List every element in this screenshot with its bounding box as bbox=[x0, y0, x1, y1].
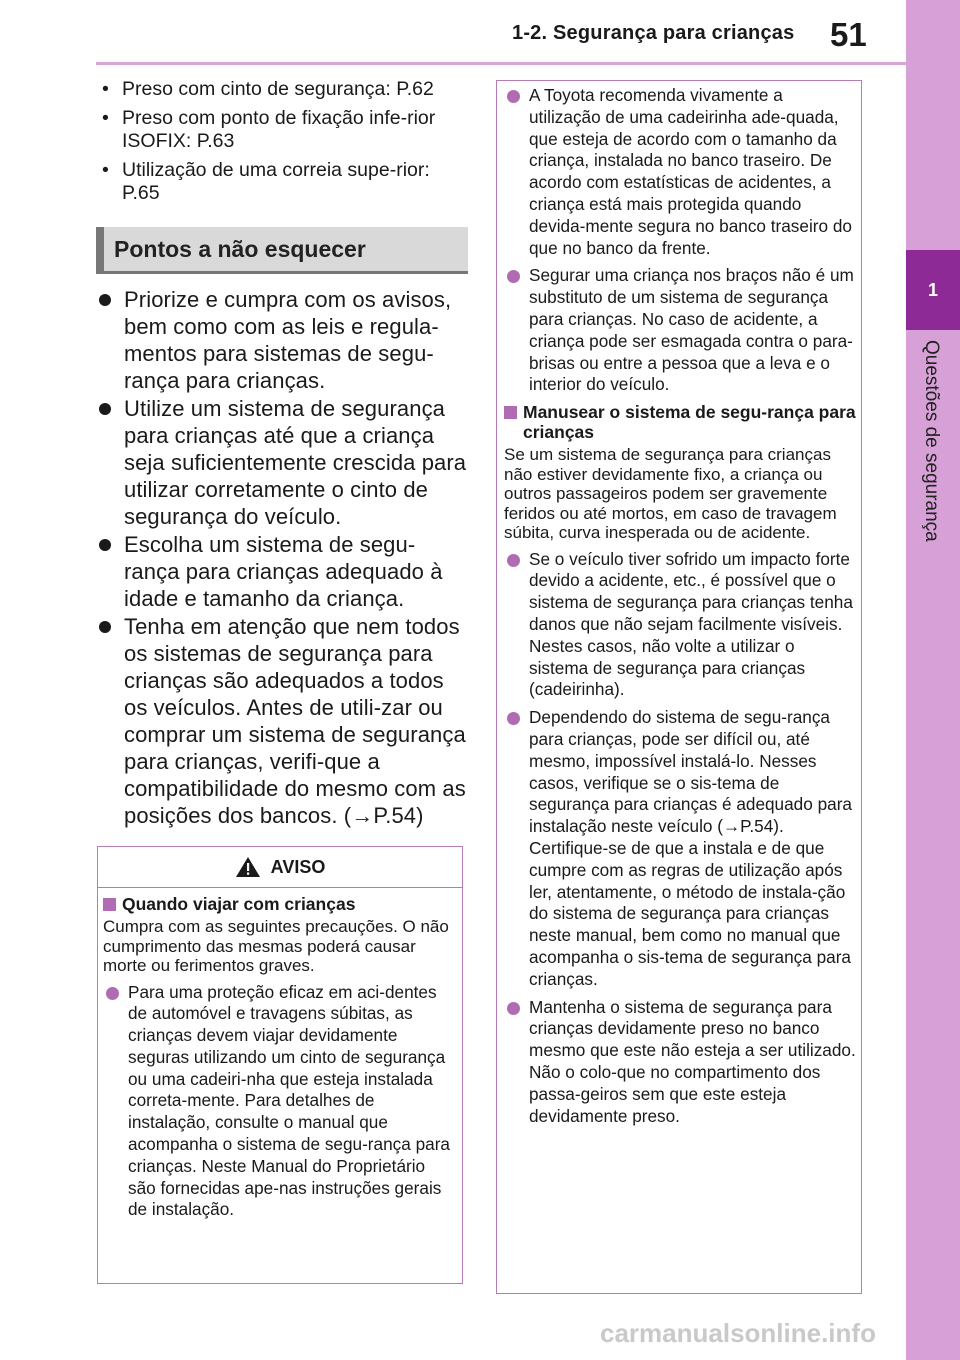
reference-list bbox=[96, 78, 468, 205]
list-item: Dependendo do sistema de segu-rança para crianças, pode ser difícil ou, até mesmo, impossível instalá-lo. Nesses casos, verifique se o sis-tema de segurança para crianças é adequado para instalação neste veículo (→P.54). Certifique-se de que a instala e de que cumpre com as regras de utilização após ler, atentamente, o método de instala-ção do sistema de segurança para crianças neste manual, bem como no manual que acompanha o sis-tema de segurança para crianças. bbox=[504, 707, 857, 990]
list-item: Escolha um sistema de segu-rança para crianças adequado à idade e tamanho da criança. bbox=[96, 531, 468, 612]
bullet-icon bbox=[106, 987, 119, 1000]
warning-body bbox=[98, 888, 462, 1221]
square-bullet-icon bbox=[504, 406, 517, 419]
warning-subheading: Quando viajar com crianças bbox=[103, 894, 456, 914]
warning-box bbox=[97, 846, 463, 1284]
bullet-icon bbox=[99, 621, 111, 633]
right-subheading: Manusear o sistema de segu-rança para crianças bbox=[504, 402, 857, 442]
bullet-icon bbox=[507, 270, 520, 283]
square-bullet-icon bbox=[103, 898, 116, 911]
warning-list bbox=[103, 982, 456, 1222]
right-intro: Se um sistema de segurança para crianças não estiver devidamente fixo, a criança ou outros passageiros podem ser gravemente feridos ou até mortos, em caso de travagem súbita, curva inesperada ou de acidente. bbox=[504, 445, 837, 543]
right-list-bottom bbox=[504, 549, 857, 1128]
bullet-icon bbox=[99, 403, 111, 415]
page-number: 51 bbox=[830, 16, 867, 53]
bullet-icon bbox=[99, 294, 111, 306]
bullet-icon bbox=[507, 712, 520, 725]
bullet-icon bbox=[507, 554, 520, 567]
warning-header bbox=[98, 847, 462, 888]
list-item: Utilize um sistema de segurança para crianças até que a criança seja suficientemente crescida para utilizar corretamente o cinto de segurança do veículo. bbox=[96, 395, 468, 530]
chapter-label: Questões de segurança bbox=[921, 340, 942, 542]
bullet-icon bbox=[99, 539, 111, 551]
page-header-title: 1-2. Segurança para crianças bbox=[512, 22, 795, 44]
header-divider bbox=[96, 62, 906, 65]
list-item: Tenha em atenção que nem todos os sistemas de segurança para crianças são adequados a todos os veículos. Antes de utili-zar ou comprar um sistema de segurança para crianças, verifi-que a compatibilidade do mesmo com as posições dos bancos. (→P.54) bbox=[96, 613, 468, 829]
right-warning-continuation bbox=[496, 80, 862, 1294]
bullet-icon bbox=[507, 90, 520, 103]
list-item: Priorize e cumpra com os avisos, bem como com as leis e regula-mentos para sistemas de segu-rança para crianças. bbox=[96, 286, 468, 394]
list-item: A Toyota recomenda vivamente a utilização de uma cadeirinha ade-quada, que esteja de acordo com o tamanho da criança, instalada no banco traseiro. De acordo com estatísticas de acidentes, a criança está mais protegida quando devida-mente segura no banco traseiro do que no banco da frente. bbox=[504, 85, 857, 259]
key-points-list bbox=[96, 286, 468, 829]
chapter-number-tab[interactable]: 1 bbox=[906, 250, 960, 330]
list-item: • Preso com ponto de fixação infe-rior ISOFIX: P.63 bbox=[102, 107, 436, 152]
list-item: • Utilização de uma correia supe-rior: P.65 bbox=[102, 159, 430, 204]
warning-intro: Cumpra com as seguintes precauções. O não cumprimento das mesmas poderá causar morte ou ferimentos graves. bbox=[103, 917, 449, 975]
list-item: Segurar uma criança nos braços não é um substituto de um sistema de segurança para crianças. No caso de acidente, a criança pode ser esmagada contra o para-brisas ou entre a pessoa que a leva e o interior do veículo. bbox=[504, 265, 857, 396]
section-heading: Pontos a não esquecer bbox=[96, 227, 468, 274]
list-item: Para uma proteção eficaz em aci-dentes de automóvel e travagens súbitas, as crianças devem viajar devidamente seguras utilizando um cinto de segurança ou uma cadeiri-nha que esteja instalada correta-mente. Para detalhes de instalação, consulte o manual que acompanha o sistema de segu-rança para crianças. Neste Manual do Proprietário são fornecidas ape-nas instruções gerais de instalação. bbox=[103, 982, 456, 1222]
chapter-side-tab bbox=[906, 0, 960, 1360]
watermark: carmanualsonline.info bbox=[600, 1318, 876, 1348]
list-item: Mantenha o sistema de segurança para crianças devidamente preso no banco mesmo que este não esteja a ser utilizado. Não o colo-que no compartimento dos passa-geiros sem que este esteja devidamente preso. bbox=[504, 997, 857, 1128]
list-item: Se o veículo tiver sofrido um impacto forte devido a acidente, etc., é possível que o sistema de segurança para crianças tenha danos que não sejam facilmente visíveis. Nestes casos, não volte a utilizar o sistema de segurança para crianças (cadeirinha). bbox=[504, 549, 857, 702]
bullet-icon bbox=[507, 1002, 520, 1015]
list-item: • Preso com cinto de segurança: P.62 bbox=[102, 78, 434, 100]
left-column bbox=[96, 78, 468, 830]
warning-triangle-icon bbox=[235, 856, 261, 878]
warning-title: AVISO bbox=[270, 856, 326, 877]
right-list-top bbox=[504, 85, 857, 396]
